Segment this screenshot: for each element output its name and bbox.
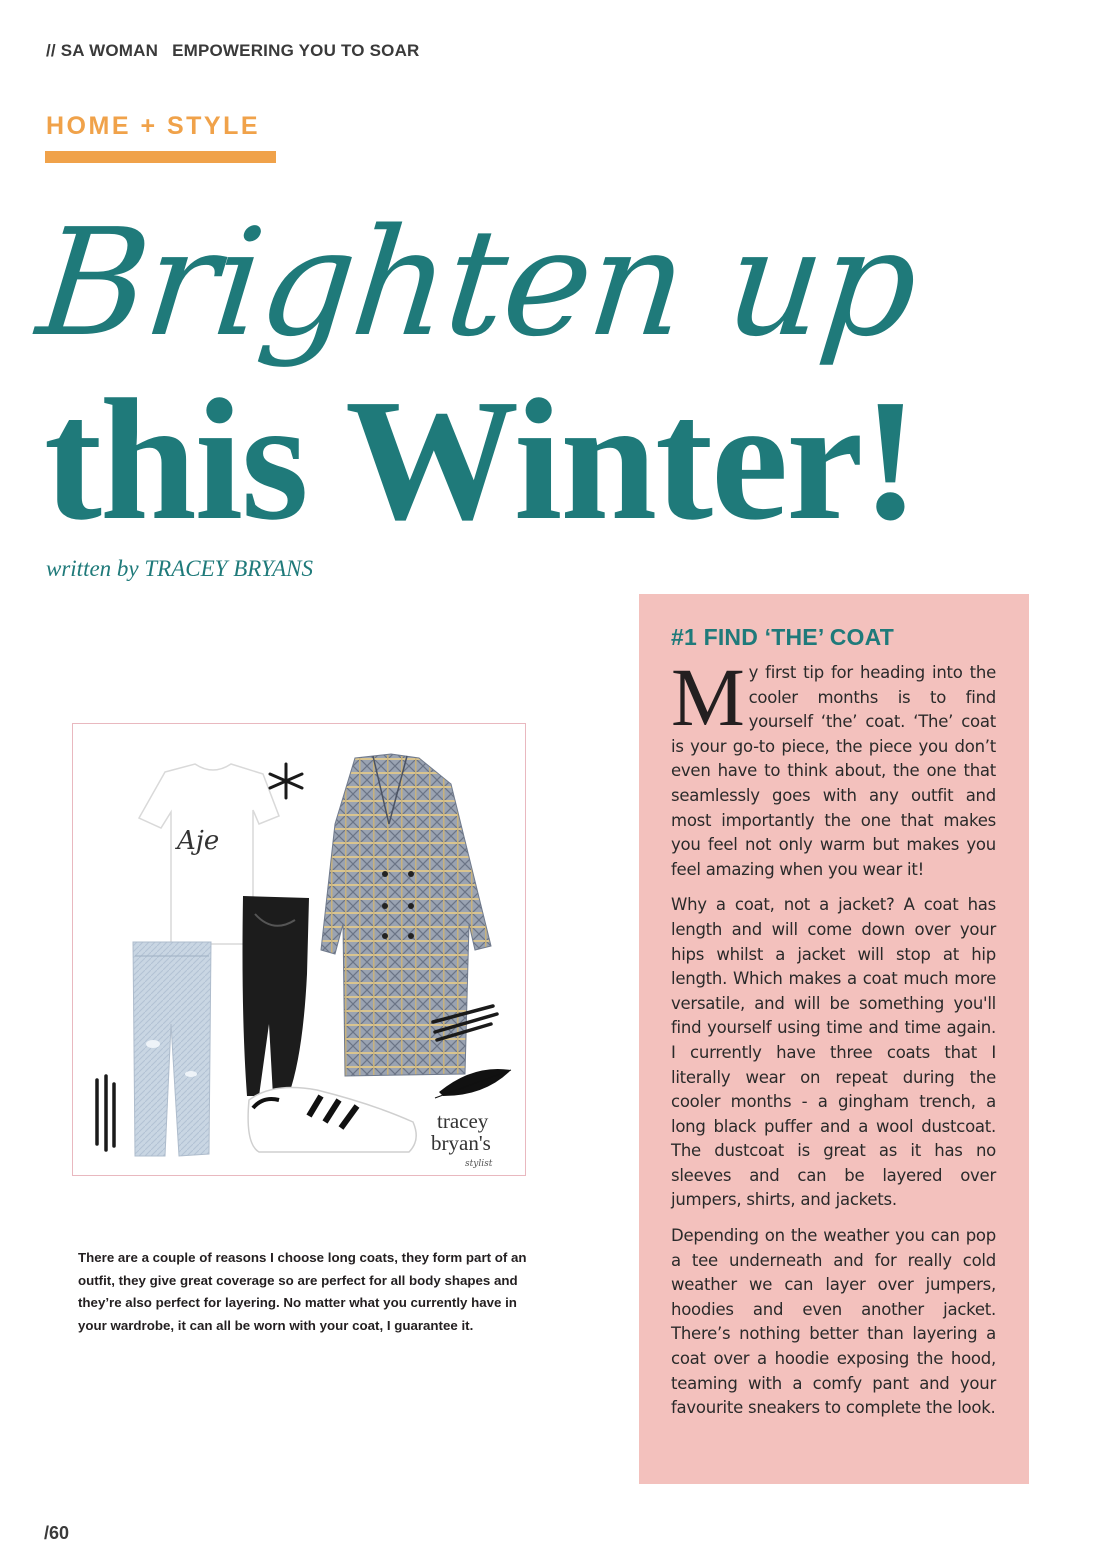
sidebar-paragraph-1-text: y first tip for heading into the cooler months is to find yourself ‘the’ coat. ‘The’ coat is your go-to piece, the piece you don’t even have to think about, the one that seamlessly goes with any outfit and most importantly the one that makes you feel not only warm but makes you feel amazing when you wear it! <box>671 663 996 879</box>
publication-tagline: EMPOWERING YOU TO SOAR <box>172 41 420 60</box>
tip-sidebar <box>639 594 1029 1484</box>
sidebar-heading: #1 FIND ‘THE’ COAT <box>671 624 894 650</box>
article-title-serif: this Winter! <box>44 363 918 556</box>
outfit-collage-art <box>73 724 525 1175</box>
section-label: HOME + STYLE <box>46 112 261 140</box>
sneakers-graphic <box>248 1088 416 1152</box>
section-underline <box>45 151 276 163</box>
plaid-coat-graphic <box>321 754 491 1076</box>
logo-line-2: bryan's <box>431 1131 491 1155</box>
logo-line-1: tracey <box>437 1109 489 1133</box>
collage-caption: There are a couple of reasons I choose long coats, they form part of an outfit, they give great coverage so are perfect for all body shapes and they’re also perfect for layering. No matter what you currently have in your wardrobe, it can all be worn with your coat, I guarantee it. <box>78 1250 527 1333</box>
byline: written by TRACEY BRYANS <box>46 556 313 581</box>
jeans-graphic <box>133 942 211 1156</box>
running-header <box>46 41 420 61</box>
sidebar-paragraph-1 <box>671 651 996 882</box>
tshirt-print: Aje <box>177 826 220 856</box>
sidebar-paragraph-3: Depending on the weather you can pop a tee underneath and for really cold weather we can layer over jumpers, hoodies and even another jacket. There’s nothing better than layering a coat over a hoodie exposing the hood, teaming with a comfy pant and your favourite sneakers to complete the look. <box>671 1226 996 1418</box>
drop-cap: M <box>671 651 745 743</box>
publication-name: // SA WOMAN <box>46 41 159 60</box>
article-title-script: Brighten up <box>30 197 924 369</box>
tracey-bryans-logo <box>431 1109 493 1169</box>
asterisk-icon <box>270 764 302 798</box>
outfit-collage <box>72 723 526 1176</box>
sidebar-paragraph-2: Why a coat, not a jacket? A coat has length and will come down over your hips whilst a jacket will stop at hip length. Which makes a coat much more versatile, and will be something you'll find yourself using time and time again. I currently have three coats that I literally wear on repeat during the cooler months - a gingham trench, a long black puffer and a wool dustcoat. The dustcoat is great as it has no sleeves and can be layered over jumpers, shirts, and jackets. <box>671 895 996 1210</box>
black-pants-graphic <box>243 896 310 1096</box>
logo-line-3: stylist <box>465 1159 493 1169</box>
page-number: /60 <box>44 1523 70 1543</box>
